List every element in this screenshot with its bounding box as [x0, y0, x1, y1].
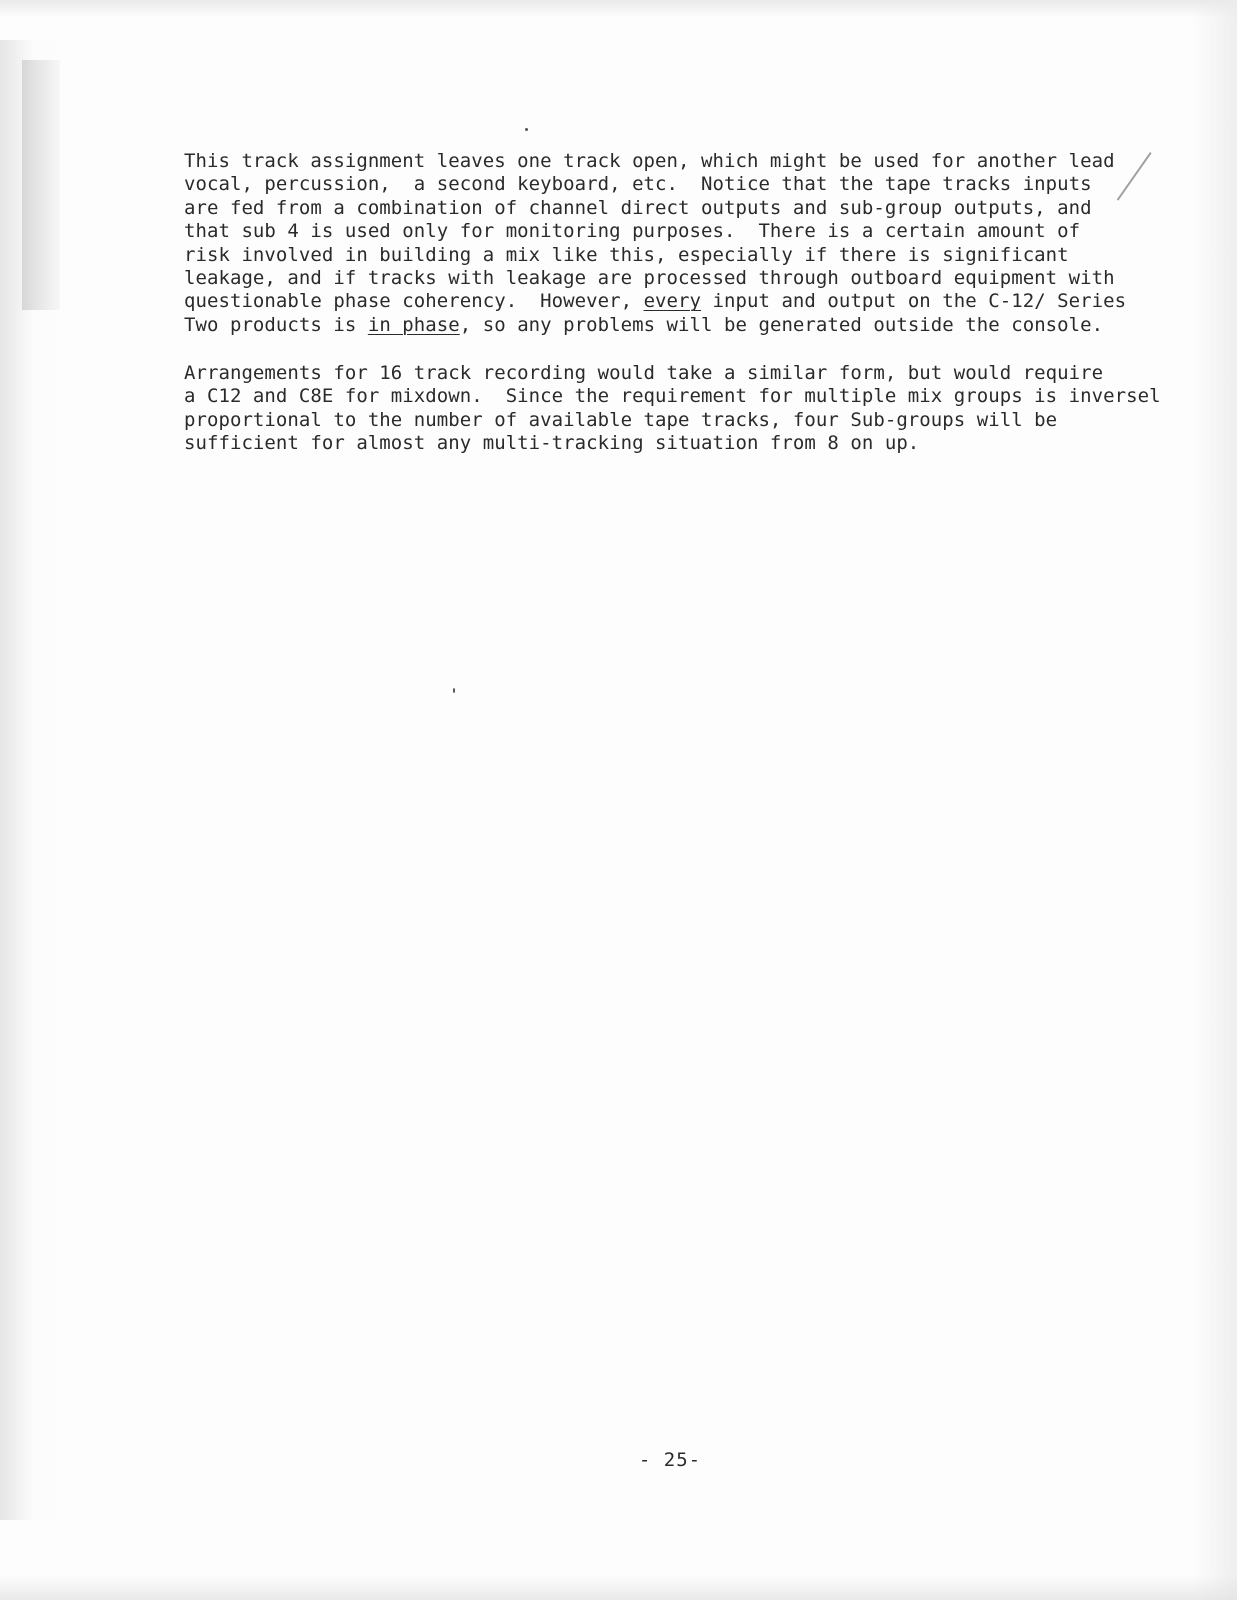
- page-number: - 25-: [638, 1449, 702, 1471]
- paragraph-line: Arrangements for 16 track recording would take a similar form, but would require: [184, 362, 1104, 384]
- scan-speck: [525, 128, 528, 131]
- scan-bottom-edge: [0, 1575, 1237, 1600]
- paragraph-line: that sub 4 is used only for monitoring purposes. There is a certain amount of: [184, 220, 1081, 243]
- scan-top-edge: [0, 0, 1237, 18]
- paragraph-line: vocal, percussion, a second keyboard, etc. Notice that the tape tracks inputs: [184, 173, 1092, 196]
- paragraph-2: [184, 362, 1174, 456]
- paragraph-line: leakage, and if tracks with leakage are processed through outboard equipment with: [184, 267, 1115, 290]
- underlined-phrase-in-phase: in phase: [367, 313, 460, 336]
- paragraph-line: proportional to the number of available tape tracks, four Sub-groups will be: [184, 408, 1058, 431]
- paragraph-line: sufficient for almost any multi-tracking situation from 8 on up.: [184, 432, 920, 455]
- scan-binding-mark: [22, 60, 60, 310]
- paragraph-line: questionable phase coherency. However, every input and output on the C-12/ Series: [184, 290, 1127, 313]
- paragraph-line: risk involved in building a mix like this, especially if there is significant: [184, 243, 1069, 266]
- paragraph-line: a C12 and C8E for mixdown. Since the requirement for multiple mix groups is inversel: [184, 385, 1161, 408]
- scan-right-edge: [1192, 0, 1237, 1600]
- paragraph-line: This track assignment leaves one track open, which might be used for another lead: [184, 150, 1115, 172]
- underlined-word-every: every: [643, 290, 702, 313]
- scan-speck: [453, 688, 455, 693]
- paragraph-line: Two products is in phase, so any problems will be generated outside the console.: [184, 313, 1104, 336]
- paragraph-line: are fed from a combination of channel direct outputs and sub-group outputs, and: [184, 196, 1092, 219]
- paragraph-1: [184, 150, 1174, 337]
